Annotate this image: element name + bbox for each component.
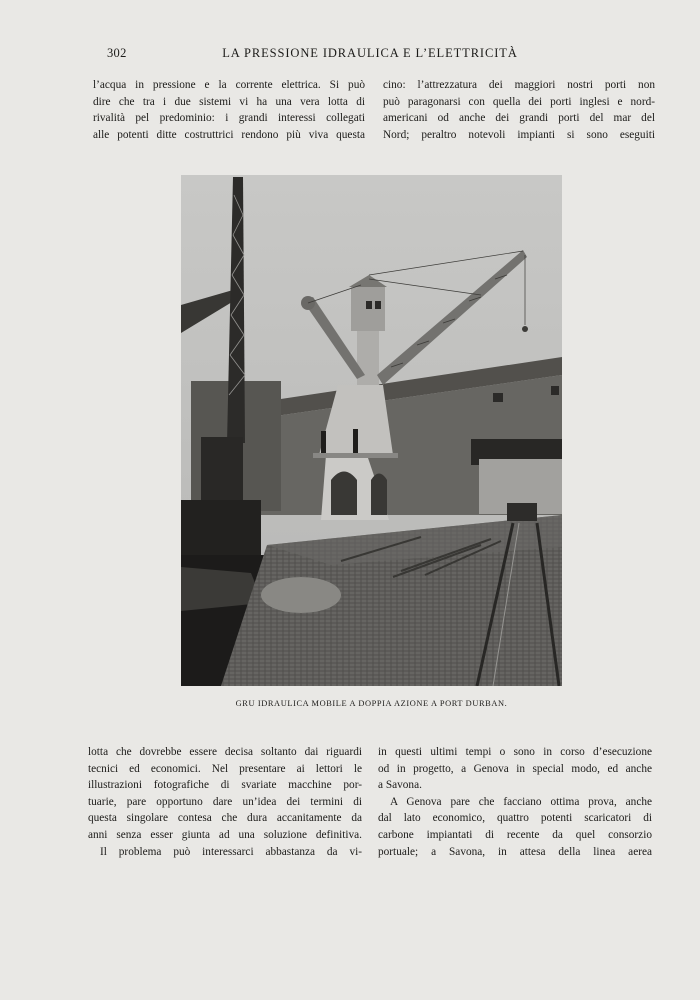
- text-line: alle potenti ditte costruttrici rendono più viva questa: [93, 128, 365, 141]
- text-line: lotta che dovrebbe essere decisa soltanto dai riguardi: [88, 746, 362, 758]
- text-line: tuarie, pare opportuno dare un’idea dei termini di: [88, 795, 362, 808]
- text-line: tecnici ed economici. Nel presentare ai lettori le: [88, 762, 362, 775]
- text-line: anni senza esser giunta ad una soluzione definitiva.: [88, 828, 362, 841]
- text-line: questa singolare contesa che dura accanitamente da: [88, 812, 362, 825]
- text-line: od in progetto, a Genova in special modo, ed anche: [378, 762, 652, 775]
- top-right-column: [383, 77, 655, 143]
- bottom-left-column: [88, 744, 362, 860]
- text-line: in questi ultimi tempi o sono in corso d’esecuzione: [378, 746, 652, 758]
- text-line: illustrazioni fotografiche di svariate macchine por-: [88, 779, 362, 792]
- text-line: Nord; peraltro notevoli impianti si sono eseguiti: [383, 128, 655, 141]
- text-line: A Genova pare che facciano ottima prova, anche: [390, 795, 652, 808]
- top-left-column: [93, 77, 365, 143]
- text-line: a Savona.: [378, 779, 422, 792]
- photo-illustration: [181, 175, 562, 686]
- crane-photograph: [181, 175, 562, 686]
- figure-caption: GRU IDRAULICA MOBILE A DOPPIA AZIONE A PORT DURBAN.: [235, 699, 508, 708]
- bottom-right-column: [378, 744, 652, 860]
- text-line: può paragonarsi con quella dei porti inglesi e nord-: [383, 95, 655, 108]
- text-line: portuale; a Savona, in attesa della linea aerea: [378, 845, 652, 858]
- text-line: americani od anche dei grandi porti del mar del: [383, 112, 655, 125]
- text-line: dire che tra i due sistemi vi ha una vera lotta di: [93, 95, 365, 108]
- running-head: LA PRESSIONE IDRAULICA E L’ELETTRICITÀ: [222, 46, 518, 60]
- text-line: cino: l’attrezzatura dei maggiori nostri porti non: [383, 79, 655, 91]
- text-line: rivalità pel predominio: i grandi interessi collegati: [93, 112, 365, 125]
- text-line: carbone impiantati di recente da quel consorzio: [378, 828, 652, 841]
- text-line: l’acqua in pressione e la corrente elettrica. Si può: [93, 79, 365, 91]
- page-number: 302: [107, 46, 127, 60]
- text-line: dal lato economico, quattro potenti scaricatori di: [378, 812, 652, 825]
- text-line: Il problema può interessarci abbastanza da vi-: [100, 845, 362, 858]
